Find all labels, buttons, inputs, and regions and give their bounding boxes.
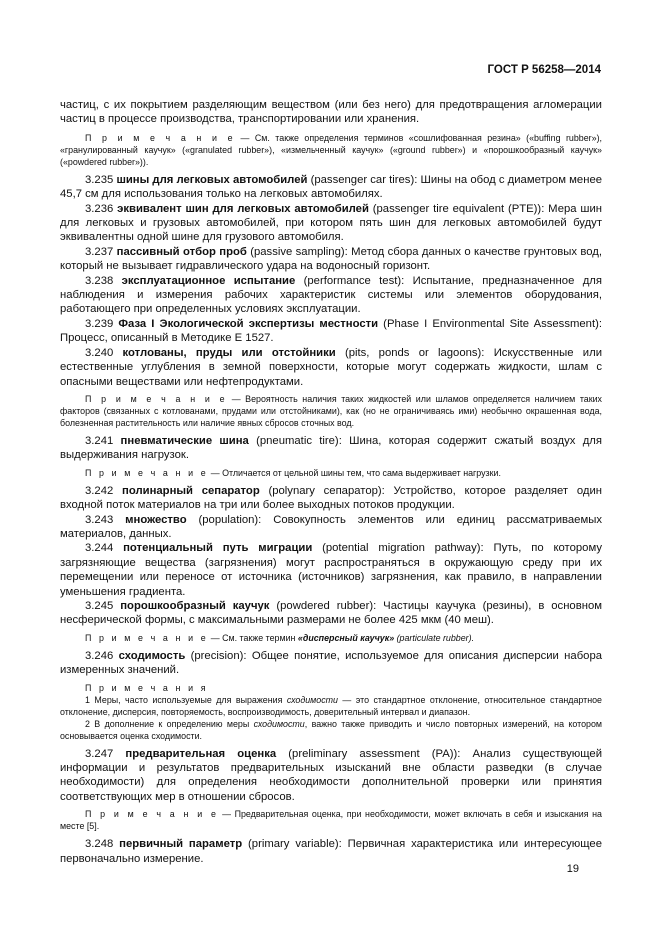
term-english: (passenger tire equivalent (PTE)): — [368, 202, 545, 215]
note — [60, 632, 602, 644]
term-english: (Phase I Environmental Site Assessment): — [378, 317, 602, 330]
term-name: шины для легковых автомобилей — [116, 173, 308, 186]
term-entry — [60, 513, 602, 542]
term-definition: Процесс, описанный в Методике Е 1527. — [60, 332, 274, 345]
term-name: порошкообразный каучук — [120, 599, 270, 612]
term-english: (polynary сепаратор): — [259, 484, 385, 497]
term-english: (pits, ponds or lagoons): — [335, 346, 485, 359]
term-definition: Первичная характеристика или интересующее первоначально измерение. — [60, 838, 602, 865]
term-entry — [60, 484, 602, 513]
note-item — [60, 694, 602, 718]
entry-number: 3.238 — [85, 274, 114, 287]
term-entry — [60, 173, 602, 202]
entry-number: 3.247 — [85, 747, 114, 760]
entry-number: 3.248 — [85, 838, 114, 851]
term-english: (powdered rubber): — [269, 599, 377, 612]
entry-number: 3.237 — [85, 245, 114, 258]
note-text-pre: — См. также термин — [208, 632, 298, 643]
entry-number: 3.239 — [85, 317, 114, 330]
term-definition: Шины на обод с диаметром менее 45,7 см для использования только на легковых автомобилях. — [60, 173, 603, 201]
term-english: (population): — [186, 513, 262, 526]
note-item-text: 2 В дополнение к определению меры — [85, 718, 254, 729]
document-code: ГОСТ Р 56258—2014 — [487, 64, 601, 76]
term-definition: Частицы каучука (резины), в основном несферической формы, с максимальными размерами не более 425 мкм (40 меш). — [60, 599, 603, 627]
term-english: (performance test): — [295, 274, 405, 287]
term-name: эквивалент шин для легковых автомобилей — [117, 202, 369, 215]
note-text: — Предварительная оценка, при необходимости, может включать в себя и изыскания на месте [5]. — [60, 809, 602, 832]
notes-label: П р и м е ч а н и я — [85, 682, 209, 693]
note-item-italic: сходимости — [253, 718, 305, 729]
entry-number: 3.245 — [85, 599, 114, 612]
note-label: П р и м е ч а н и е — [85, 632, 209, 643]
note-item-text: , важно также приводить и число повторных измерений, на котором основывается оценка сходимости. — [60, 718, 602, 741]
term-definition: Путь, по которому загрязняющие вещества (загрязнения) могут распространяться в окружающую среду при их перемещении или переносе от источника (источников) загрязнения, как правило, в направлении уменьшения градиента. — [60, 542, 602, 598]
note-item — [60, 718, 602, 742]
term-english: (potential migration pathway): — [312, 542, 484, 555]
note-text: — См. также определения терминов «сошлифованная резина» («buffing rubber»), «гранулированный каучук» («granulated rubber»), «измельченный каучук» («ground rubber») и «порошкообразный каучук» («powdered rubber»)). — [60, 132, 602, 167]
note-item-text: 1 Меры, часто используемые для выражения — [85, 694, 287, 705]
term-name: эксплуатационное испытание — [121, 274, 296, 287]
term-entry — [60, 837, 602, 866]
term-definition: Анализ существующей информации и результатов предварительных изысканий вне области разведки (в случае необходимости) для определения необходимости дополнительной проверки или принятия соответствующих мер в отношении сбросов. — [60, 747, 603, 803]
term-english: (passenger car tires): — [307, 173, 418, 186]
term-entry — [60, 541, 602, 599]
entry-number: 3.243 — [85, 513, 114, 526]
note-label: П р и м е ч а н и е — [85, 132, 236, 143]
term-entry — [60, 747, 602, 805]
term-name: пассивный отбор проб — [116, 245, 247, 258]
term-entry — [60, 202, 602, 245]
note-text: — Вероятность наличия таких жидкостей или шламов определяется наличием таких факторов (связанных с котлованами, прудами или отстойниками), как (но не ограничиваясь ими) необычно окрашенная вода, болезненная растительность или наличие явных сбросов сточных вод. — [60, 393, 602, 428]
term-english: (precision): — [185, 649, 247, 662]
term-name: множество — [125, 513, 187, 526]
term-definition: Испытание, предназначенное для наблюдения и измерения рабочих характеристик системы или элементов оборудования, работающего при определенных условиях эксплуатации. — [60, 274, 602, 316]
term-name: потенциальный путь миграции — [123, 542, 313, 555]
note-text: — Отличается от цельной шины тем, что сама выдерживает нагрузки. — [208, 467, 501, 478]
term-name: первичный параметр — [119, 838, 243, 851]
note — [60, 467, 602, 479]
entry-number: 3.244 — [85, 542, 114, 555]
term-english: (passive sampling): — [246, 245, 348, 258]
note-text-post: (particulate rubber). — [394, 632, 475, 643]
entry-number: 3.246 — [85, 649, 114, 662]
term-name: полинарный сепаратор — [122, 484, 260, 497]
term-name: котлованы, пруды или отстойники — [122, 346, 336, 359]
note-label: П р и м е ч а н и е — [85, 467, 209, 478]
continued-text: частиц, с их покрытием разделяющим веществом (или без него) для предотвращения агломерации частиц в процессе производства, транспортировании или хранения. — [60, 99, 602, 126]
note-label: П р и м е ч а н и е — [85, 809, 219, 820]
note-term: «дисперсный каучук» — [297, 632, 395, 643]
entry-number: 3.240 — [85, 346, 114, 359]
note — [60, 132, 602, 168]
term-name: сходимость — [118, 649, 186, 662]
term-definition: Общее понятие, используемое для описания дисперсии набора измеренных значений. — [60, 649, 603, 677]
term-name: предварительная оценка — [125, 747, 277, 760]
note — [60, 393, 602, 429]
term-definition: Метод сбора данных о качестве грунтовых вод, который не вызывает гидравлического удара на водоносный горизонт. — [60, 245, 603, 273]
term-english: (preliminary assessment (PA)): — [276, 747, 461, 760]
note — [60, 808, 602, 832]
entry-number: 3.236 — [85, 202, 114, 215]
term-definition: Шина, которая содержит сжатый воздух для выдерживания нагрузок. — [60, 434, 602, 462]
note-label: П р и м е ч а н и е — [85, 393, 228, 404]
term-entry — [60, 649, 602, 678]
term-definition: Мера шин для легковых и грузовых автомобилей, при котором пять шин для легковых автомобилей будут эквивалентны одной шине для грузового автомобиля. — [60, 202, 603, 244]
term-english: (pneumatic tire): — [248, 434, 342, 447]
entry-number: 3.241 — [85, 434, 114, 447]
entry-number: 3.235 — [85, 173, 114, 186]
term-entry — [60, 599, 602, 628]
note-item-italic: сходимости — [286, 694, 338, 705]
term-entry — [60, 434, 602, 463]
term-entry — [60, 317, 602, 346]
term-name: пневматические шина — [120, 434, 249, 447]
term-english: (primary variable): — [242, 838, 342, 851]
term-definition: Устройство, которое разделяет один входной поток материалов на три или более выходных потоков продукции. — [60, 484, 602, 512]
term-name: Фаза I Экологической экспертизы местности — [118, 317, 379, 330]
term-entry — [60, 346, 602, 389]
page-number: 19 — [566, 863, 579, 875]
term-definition: Искусственные или естественные углубления в земной поверхности, которые могут содержать жидкости, шлам с опасными веществами или нефтепродуктами. — [60, 346, 603, 388]
term-definition: Совокупность элементов или единиц рассматриваемых материалов, данных. — [60, 513, 602, 540]
notes-heading — [60, 682, 602, 694]
page-content — [60, 98, 602, 866]
entry-number: 3.242 — [85, 484, 114, 497]
term-entry — [60, 274, 602, 317]
notes-block — [60, 682, 602, 742]
note-item-text: — это стандартное отклонение, относительное стандартное отклонение, дисперсия, повторяемость, воспроизводимость, доверительный интервал и диапазон. — [60, 694, 602, 717]
term-entry — [60, 245, 602, 274]
